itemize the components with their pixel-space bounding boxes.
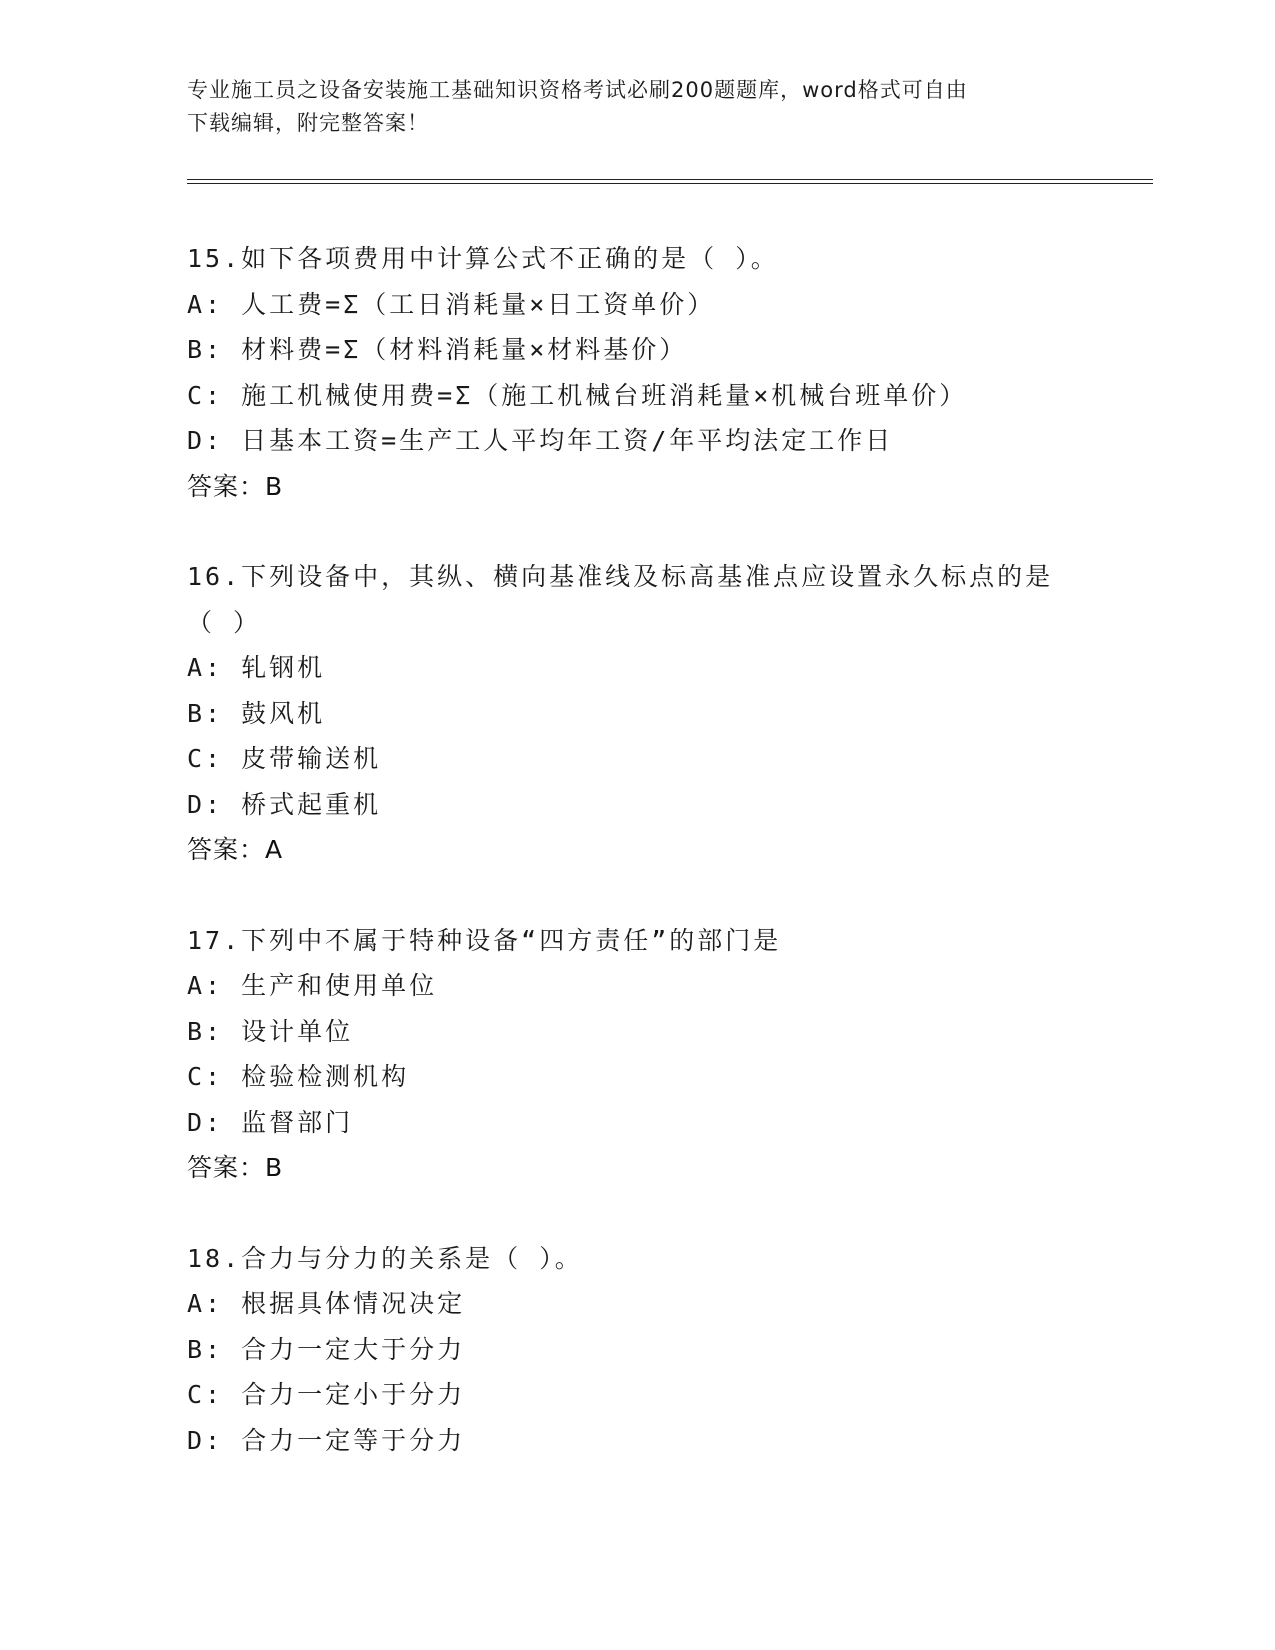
option-c: C: 检验检测机构 [187,1062,410,1091]
header-title-line-2: 下载编辑，附完整答案！ [187,111,429,135]
question-stem-continued: （ ） [187,607,262,637]
question-list [187,236,1087,1508]
question-16 [187,554,1087,873]
header-divider-bottom [187,183,1153,184]
option-c: C: 合力一定小于分力 [187,1380,466,1409]
option-c: C: 施工机械使用费=Σ（施工机械台班消耗量×机械台班单价） [187,380,968,410]
question-stem: 16.下列设备中，其纵、横向基准线及标高基准点应设置永久标点的是 [187,562,1054,591]
question-stem: 18.合力与分力的关系是（ ）。 [187,1243,583,1273]
option-b: B: 合力一定大于分力 [187,1334,466,1364]
option-d: D: 桥式起重机 [187,789,382,819]
option-a: A: 根据具体情况决定 [187,1289,466,1318]
option-a: A: 轧钢机 [187,653,326,682]
answer-line: 答案：A [187,835,284,864]
option-d: D: 日基本工资=生产工人平均年工资/年平均法定工作日 [187,426,894,455]
option-a: A: 人工费=Σ（工日消耗量×日工资单价） [187,289,716,319]
header-divider-top [187,179,1153,180]
question-17 [187,918,1087,1191]
option-b: B: 材料费=Σ（材料消耗量×材料基价） [187,335,688,364]
question-18 [187,1236,1087,1464]
option-c: C: 皮带输送机 [187,744,382,773]
answer-line: 答案：B [187,1153,284,1182]
question-stem: 17.下列中不属于特种设备“四方责任”的部门是 [187,925,782,955]
option-d: D: 合力一定等于分力 [187,1425,466,1455]
answer-line: 答案：B [187,471,284,501]
header-title-line-1: 专业施工员之设备安装施工基础知识资格考试必刷200题题库，word格式可自由 [187,78,968,102]
question-stem: 15.如下各项费用中计算公式不正确的是（ ）。 [187,244,779,273]
option-b: B: 鼓风机 [187,698,326,728]
option-d: D: 监督部门 [187,1107,354,1137]
question-15 [187,236,1087,509]
option-b: B: 设计单位 [187,1016,354,1046]
document-header [187,74,1067,140]
option-a: A: 生产和使用单位 [187,971,438,1000]
